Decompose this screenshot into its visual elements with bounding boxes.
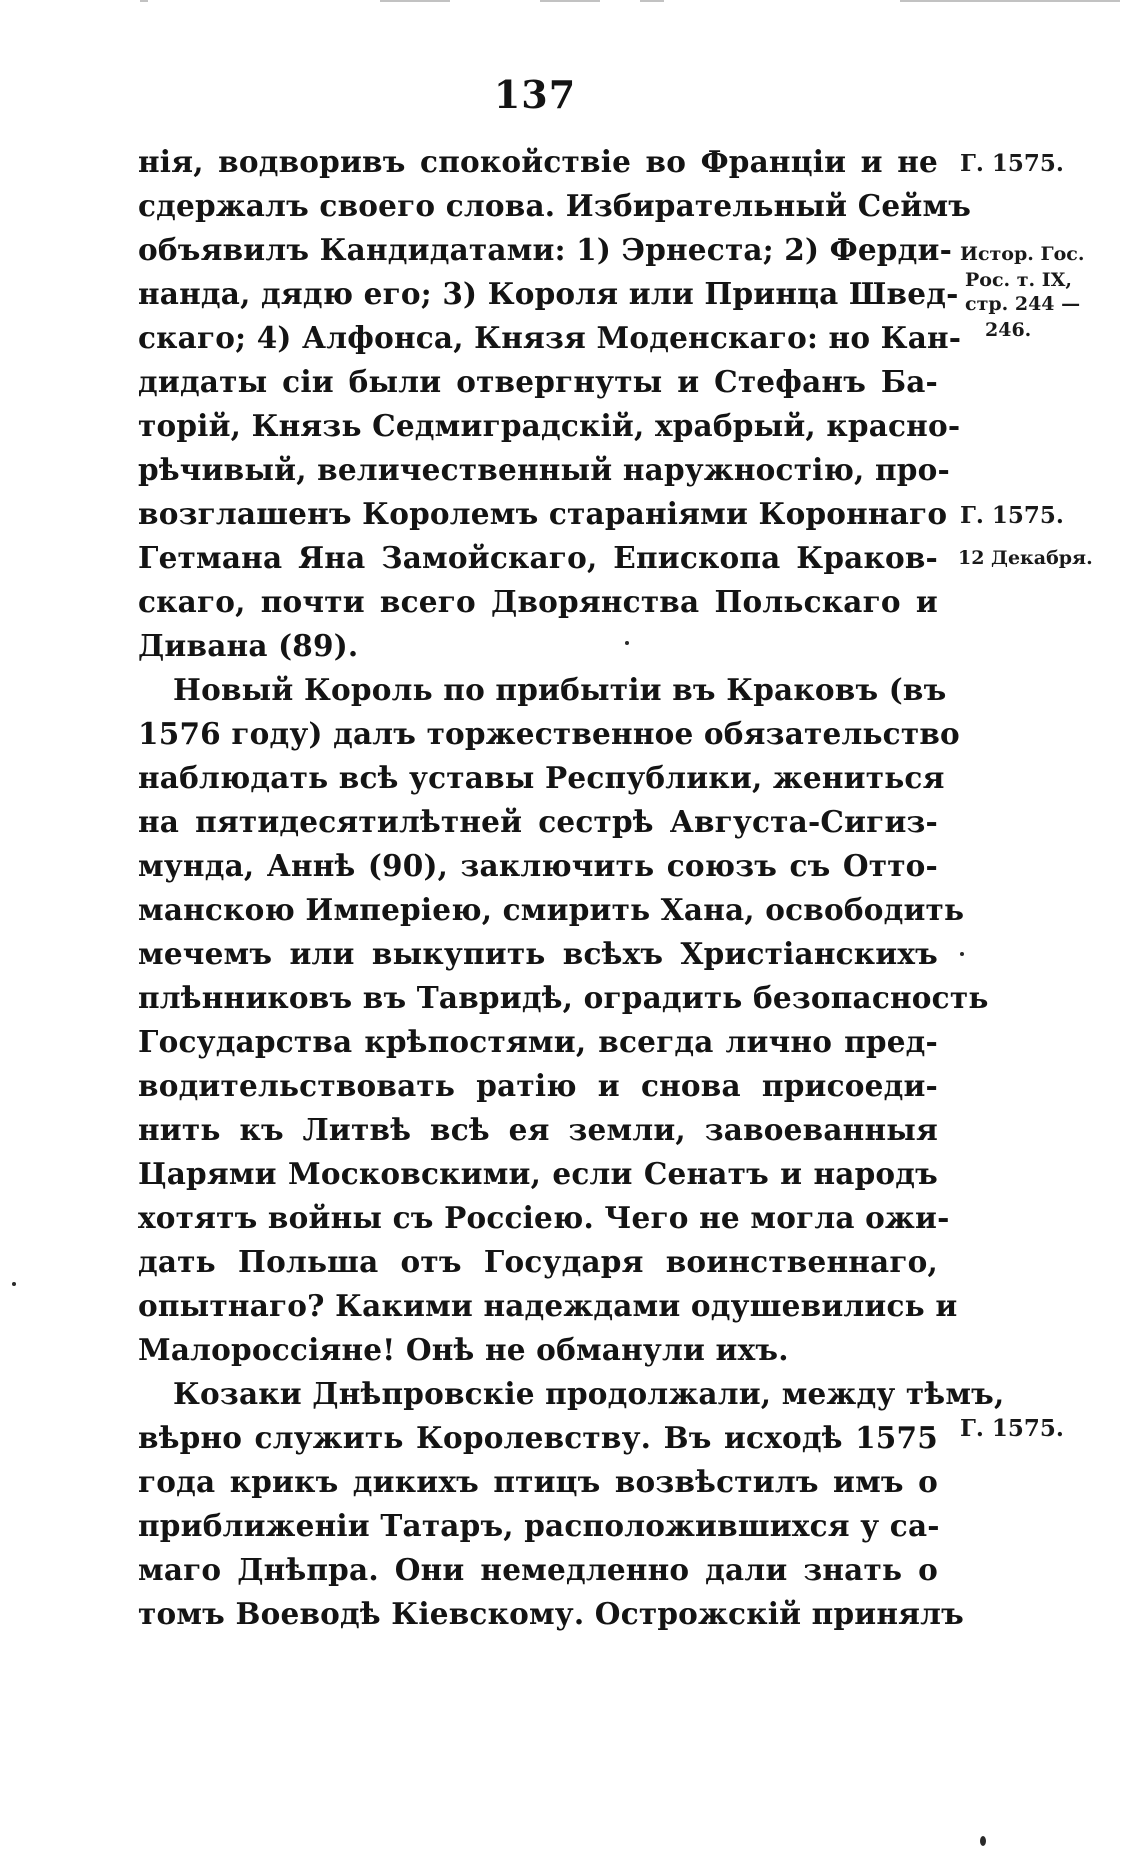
margin-note-year: Г. 1575. — [960, 150, 1064, 177]
text-line: приближеніи Татаръ, расположившихся у са- — [138, 1508, 940, 1543]
text-line: плѣнниковъ въ Тавридѣ, оградить безопасность — [138, 980, 989, 1015]
scan-edge-mark — [380, 0, 450, 2]
text-line: Малороссіяне! Онѣ не обманули ихъ. — [138, 1332, 789, 1367]
text-line: Царями Московскими, если Сенатъ и народъ — [138, 1156, 938, 1191]
scan-edge-mark — [900, 0, 1120, 2]
text-line: мунда, Аннѣ (90), заключить союзъ съ Отто- — [138, 848, 938, 883]
ink-speck — [12, 1282, 16, 1286]
margin-note-date: 12 Декабря. — [958, 547, 1093, 569]
text-line: 1576 году) далъ торжественное обязательство — [138, 716, 960, 751]
text-line: нія, водворивъ спокойствіе во Франціи и не — [138, 144, 938, 179]
text-line: Новый Король по прибытіи въ Краковъ (въ — [173, 672, 947, 707]
margin-note-year: Г. 1575. — [960, 1415, 1064, 1442]
text-line: наблюдать всѣ уставы Республики, жениться — [138, 760, 945, 795]
text-line: дать Польша отъ Государя воинственнаго, — [138, 1244, 938, 1279]
page-number: 137 — [493, 72, 577, 117]
margin-note-source: стр. 244 — — [965, 293, 1081, 315]
text-line: скаго; 4) Алфонса, Князя Моденскаго: но Кан- — [138, 320, 962, 355]
text-line: объявилъ Кандидатами: 1) Эрнеста; 2) Ферди- — [138, 232, 953, 267]
scan-edge-mark — [640, 0, 664, 2]
ink-speck — [980, 1836, 986, 1846]
text-line: сдержалъ своего слова. Избирательный Сеймъ — [138, 188, 972, 223]
text-line: манскою Имперіею, смирить Хана, освободить — [138, 892, 965, 927]
text-line: маго Днѣпра. Они немедленно дали знать о — [138, 1552, 938, 1587]
text-line: рѣчивый, величественный наружностію, про- — [138, 452, 950, 487]
text-line: торій, Князь Седмиградскій, храбрый, красно- — [138, 408, 961, 443]
text-line: водительствовать ратію и снова присоеди- — [138, 1068, 938, 1103]
ink-speck — [960, 952, 964, 956]
text-line: Дивана (89). — [138, 628, 359, 663]
scan-edge-mark — [540, 0, 600, 2]
margin-note-source: 246. — [985, 319, 1032, 341]
text-line: скаго, почти всего Дворянства Польскаго и — [138, 584, 938, 619]
text-line: опытнаго? Какими надеждами одушевились и — [138, 1288, 958, 1323]
margin-note-source: Истор. Гос. — [960, 243, 1085, 265]
body-text — [138, 140, 1005, 1636]
text-line: томъ Воеводѣ Кіевскому. Острожскій принялъ — [138, 1596, 964, 1631]
text-line: дидаты сіи были отвергнуты и Стефанъ Ба- — [138, 364, 938, 399]
text-line: мечемъ или выкупить всѣхъ Христіанскихъ — [138, 936, 938, 971]
text-line: нить къ Литвѣ всѣ ея земли, завоеванныя — [138, 1112, 938, 1147]
text-line: нанда, дядю его; 3) Короля или Принца Швед- — [138, 276, 959, 311]
text-line: хотятъ войны съ Россіею. Чего не могла ожи- — [138, 1200, 950, 1235]
scan-edge-mark — [140, 0, 148, 2]
text-line: Козаки Днѣпровскіе продолжали, между тѣмъ, — [173, 1376, 1005, 1411]
margin-note-year: Г. 1575. — [960, 502, 1064, 529]
text-line: года крикъ дикихъ птицъ возвѣстилъ имъ о — [138, 1464, 938, 1499]
text-line: вѣрно служить Королевству. Въ исходѣ 1575 — [138, 1420, 938, 1455]
text-line: Гетмана Яна Замойскаго, Епископа Краков- — [138, 540, 938, 575]
ink-speck — [625, 641, 629, 645]
text-line: Государства крѣпостями, всегда лично пред- — [138, 1024, 938, 1059]
text-line: возглашенъ Королемъ стараніями Короннаго — [138, 496, 948, 531]
text-line: на пятидесятилѣтней сестрѣ Августа-Сигиз- — [138, 804, 938, 839]
margin-note-source: Рос. т. IX, — [965, 269, 1073, 291]
